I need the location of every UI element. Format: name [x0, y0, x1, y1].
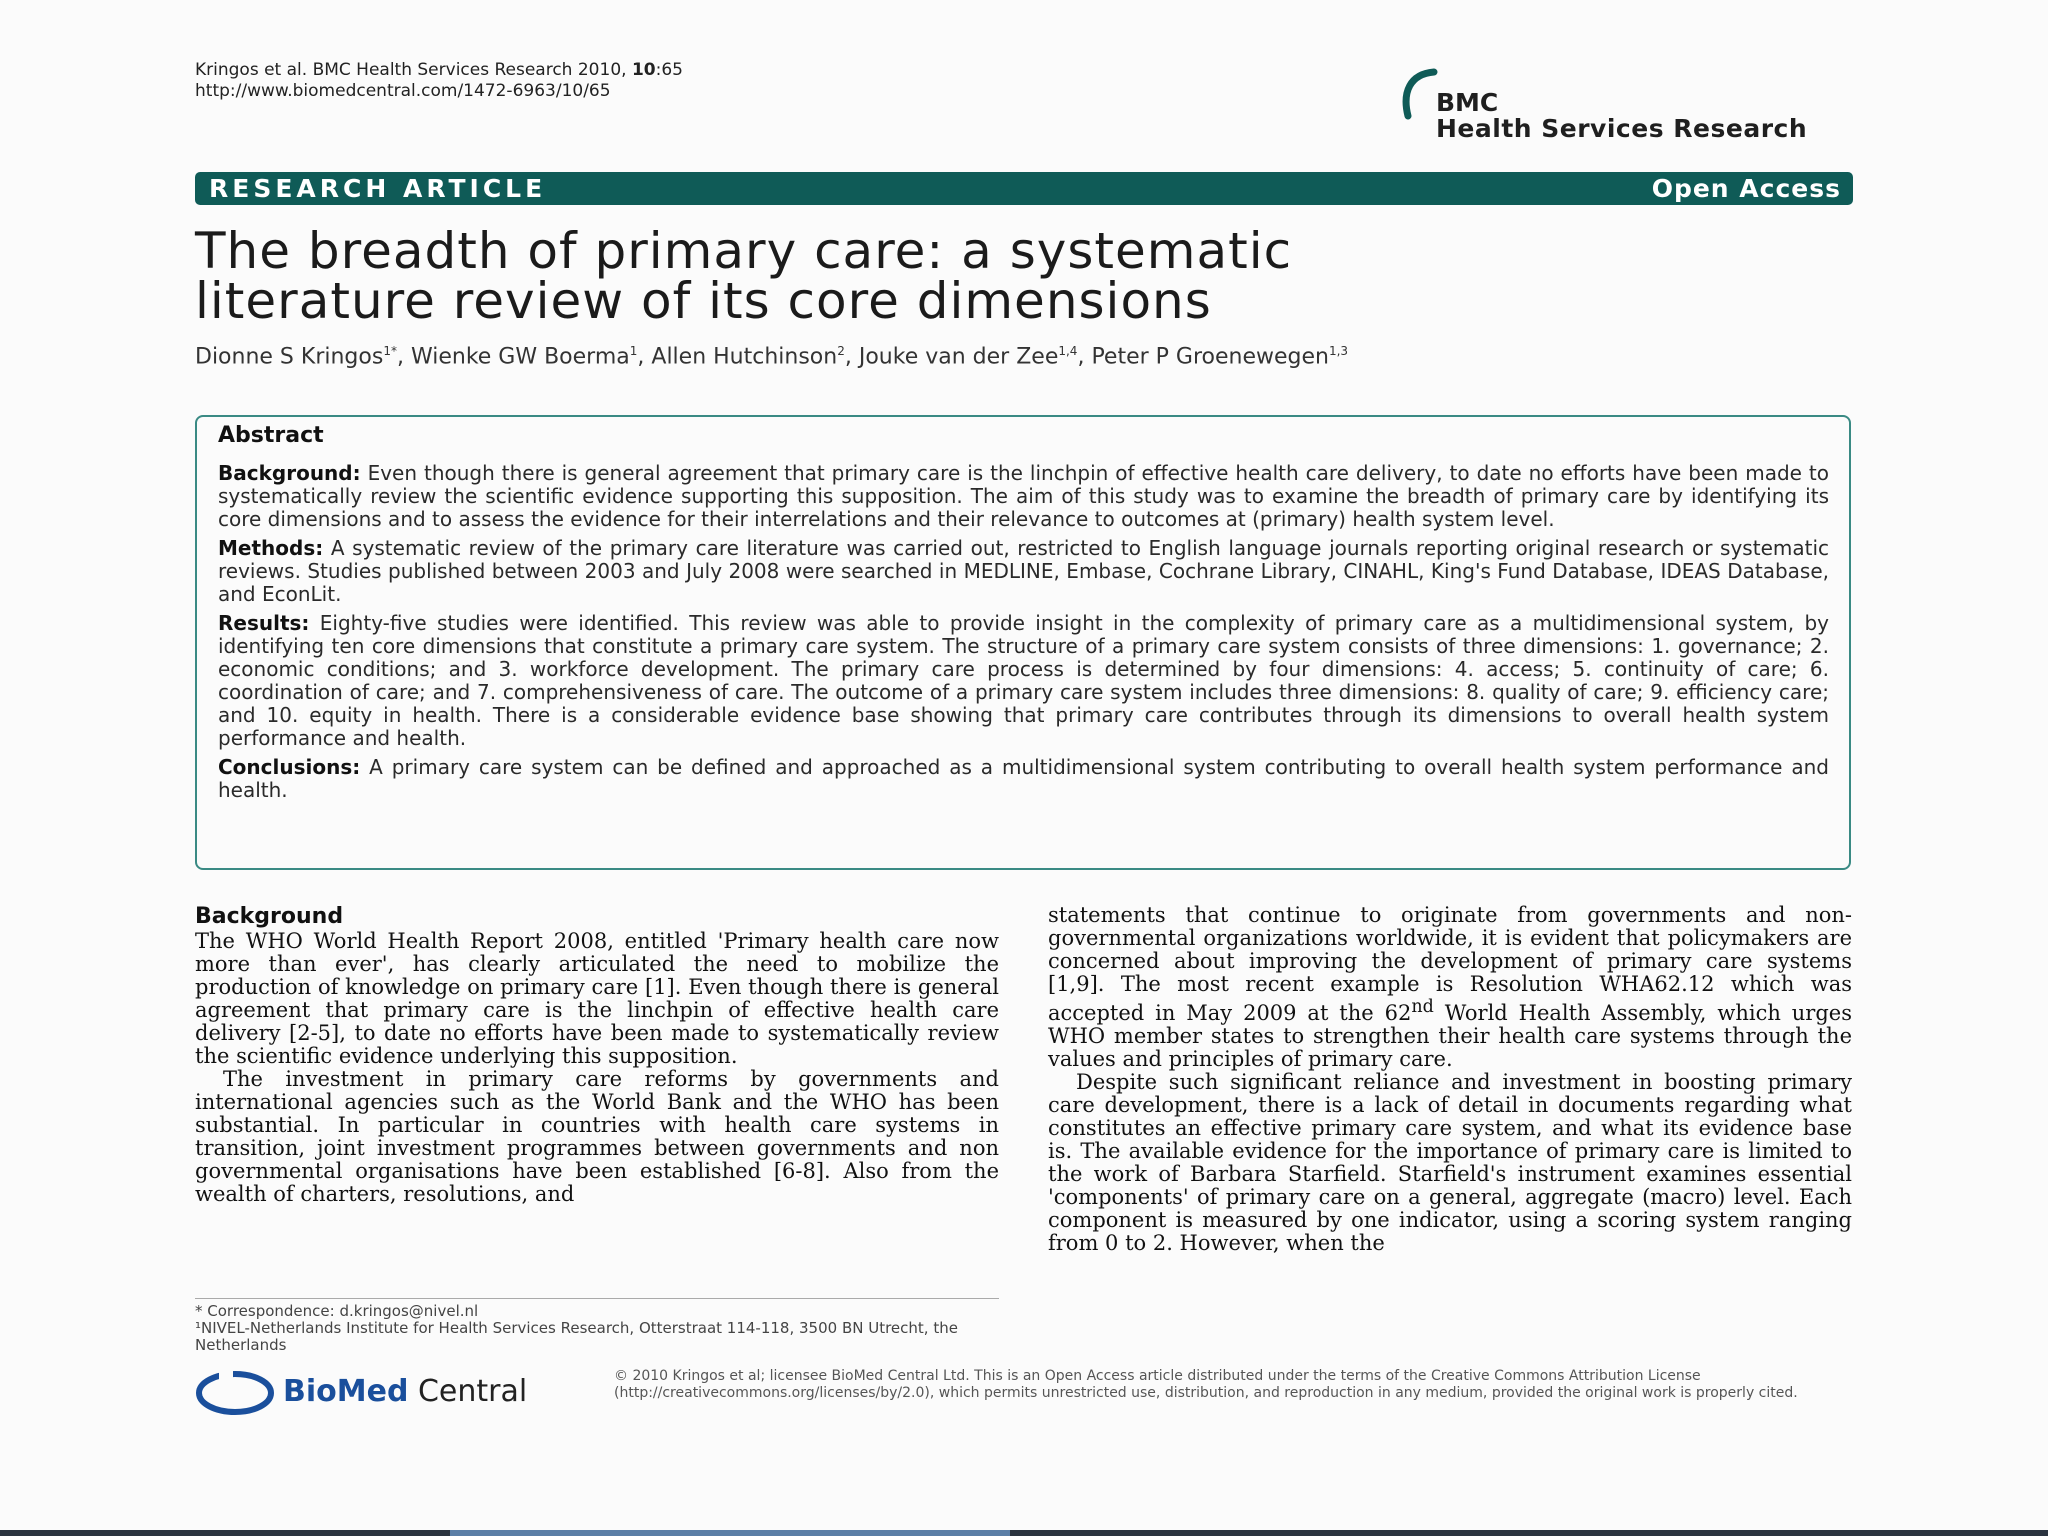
author-name: Allen Hutchinson	[651, 344, 838, 370]
author-affiliation: 2	[837, 344, 845, 358]
author-name: Peter P Groenewegen	[1091, 344, 1329, 370]
body-paragraph: Despite such significant reliance and investment in boosting primary care development, there is a lack of detail in documents regarding what constitutes an effective primary care system, and what its evidence base is. The available evidence for the importance of primary care is limited to the work of Barbara Starfield. Starfield's instrument examines essential 'components' of primary care on a general, aggregate (macro) level. Each component is measured by one indicator, using a scoring system ranging from 0 to 2. However, when the	[1048, 1070, 1852, 1255]
abstract-methods-label: Methods:	[218, 536, 324, 560]
footnotes	[195, 1298, 999, 1354]
abstract-box	[195, 415, 1851, 870]
citation-authors: Kringos et al. BMC Health Services Research 2010,	[195, 60, 627, 80]
body-column-left	[195, 904, 999, 1206]
author-list: Dionne S Kringos$^{1*}$, Wienke GW Boerma$^1$, Allen Hutchinson$^2$, Jouke van der Zee$^{1,4}$, Peter P Groenewegen$^{1,3}$	[195, 344, 1349, 370]
abstract-background-label: Background:	[218, 461, 361, 485]
abstract-methods	[218, 537, 1829, 606]
ordinal-suffix: nd	[1411, 997, 1434, 1017]
citation-header	[195, 60, 683, 102]
abstract-results	[218, 612, 1829, 750]
publisher-name-regular: Central	[408, 1374, 528, 1409]
title-line-2: literature review of its core dimensions	[195, 272, 1212, 330]
journal-logo	[1400, 66, 1860, 146]
viewer-bottom-highlight	[450, 1530, 1010, 1536]
body-paragraph: The WHO World Health Report 2008, entitled 'Primary health care now more than ever', has clearly articulated the need to mobilize the production of knowledge on primary care [1]. Even though there is general agreement that primary care is the linchpin of effective health care delivery [2-5], to date no efforts have been made to systematically review the scientific evidence underlying this supposition.	[195, 929, 999, 1068]
author-affiliation: 1	[629, 344, 638, 358]
abstract-background-text: Even though there is general agreement that primary care is the linchpin of effective health care delivery, to date no efforts have been made to systematically review the scientific evidence supporting this supposition. The aim of this study was to examine the breadth of primary care by identifying its core dimensions and to assess the evidence for their interrelations and their relevance to outcomes at (primary) health system level.	[218, 461, 1829, 531]
abstract-conclusions-label: Conclusions:	[218, 755, 361, 779]
author-affiliation: 1,3	[1328, 344, 1349, 358]
abstract-results-text: Eighty-five studies were identified. This review was able to provide insight in the complexity of primary care as a multidimensional system, by identifying ten core dimensions that constitute a primary care system. The structure of a primary care system consists of three dimensions: 1. governance; 2. economic conditions; and 3. workforce development. The primary care process is determined by four dimensions: 4. access; 5. continuity of care; 6. coordination of care; and 7. comprehensiveness of care. The outcome of a primary care system includes three dimensions: 8. quality of care; 9. efficiency care; and 10. equity in health. There is a considerable evidence base showing that primary care contributes through its dimensions to overall health system performance and health.	[218, 611, 1830, 750]
body-paragraph: The investment in primary care reforms by governments and international agencies such as the World Bank and the WHO has been substantial. In particular in countries with health care systems in transition, joint investment programmes between governments and non governmental organisations have been established [6-8]. Also from the wealth of charters, resolutions, and	[195, 1067, 999, 1206]
abstract-heading: Abstract	[218, 423, 324, 448]
publisher-name	[283, 1374, 527, 1409]
article-title	[195, 222, 1853, 330]
section-heading-background: Background	[195, 904, 344, 929]
open-access-label: Open Access	[1651, 174, 1841, 203]
article-type-label: RESEARCH ARTICLE	[209, 174, 547, 203]
abstract-methods-text: A systematic review of the primary care literature was carried out, restricted to English language journals reporting original research or systematic reviews. Studies published between 2003 and July 2008 were searched in MEDLINE, Embase, Cochrane Library, CINAHL, King's Fund Database, IDEAS Database, and EconLit.	[218, 536, 1830, 606]
author-name: Dionne S Kringos	[195, 344, 384, 370]
author-affiliation: 1*	[383, 344, 397, 358]
biomed-ring-icon	[195, 1370, 275, 1416]
article-url[interactable]: http://www.biomedcentral.com/1472-6963/10/65	[195, 81, 611, 101]
viewer-bottom-bar	[0, 1530, 2048, 1536]
journal-logo-name: Health Services Research	[1436, 114, 1808, 143]
author-affiliation: 1,4	[1058, 344, 1078, 358]
title-line-1: The breadth of primary care: a systematic	[195, 222, 1293, 280]
license-statement: © 2010 Kringos et al; licensee BioMed Central Ltd. This is an Open Access article distributed under the terms of the Creative Commons Attribution License (http://creativecommons.org/licenses/by/2.0), which permits unrestricted use, distribution, and reproduction in any medium, provided the original work is properly cited.	[614, 1368, 1798, 1401]
correspondence-note: * Correspondence: d.kringos@nivel.nl	[195, 1302, 479, 1320]
citation-volume: 10	[631, 60, 656, 80]
abstract-results-label: Results:	[218, 611, 310, 635]
body-text: statements that continue to originate from governments and non-governmental organizations worldwide, it is evident that policymakers are concerned about improving the development of primary care systems [1,9]. The most recent example is Resolution WHA62.12 which was accepted in May 2009 at the 62	[1048, 903, 1852, 1025]
citation-page: :65	[655, 60, 683, 80]
abstract-conclusions	[218, 756, 1829, 802]
article-type-banner	[195, 172, 1853, 205]
body-paragraph	[1048, 904, 1852, 1071]
abstract-background	[218, 462, 1829, 531]
author-name: Wienke GW Boerma	[410, 344, 630, 370]
author-name: Jouke van der Zee	[858, 344, 1059, 370]
abstract-conclusions-text: A primary care system can be defined and approached as a multidimensional system contributing to overall health system performance and health.	[218, 755, 1830, 802]
affiliation-note: ¹NIVEL-Netherlands Institute for Health Services Research, Otterstraat 114-118, 3500 BN Utrecht, the Netherlands	[195, 1319, 958, 1354]
journal-logo-bmc: BMC	[1436, 88, 1499, 117]
body-text: World Health Assembly, which urges WHO member states to strengthen their health care systems through the values and principles of primary care.	[1048, 1001, 1852, 1071]
body-column-right	[1048, 904, 1852, 1255]
publisher-name-bold: BioMed	[283, 1374, 409, 1409]
bmc-arc-icon	[1400, 66, 1440, 126]
